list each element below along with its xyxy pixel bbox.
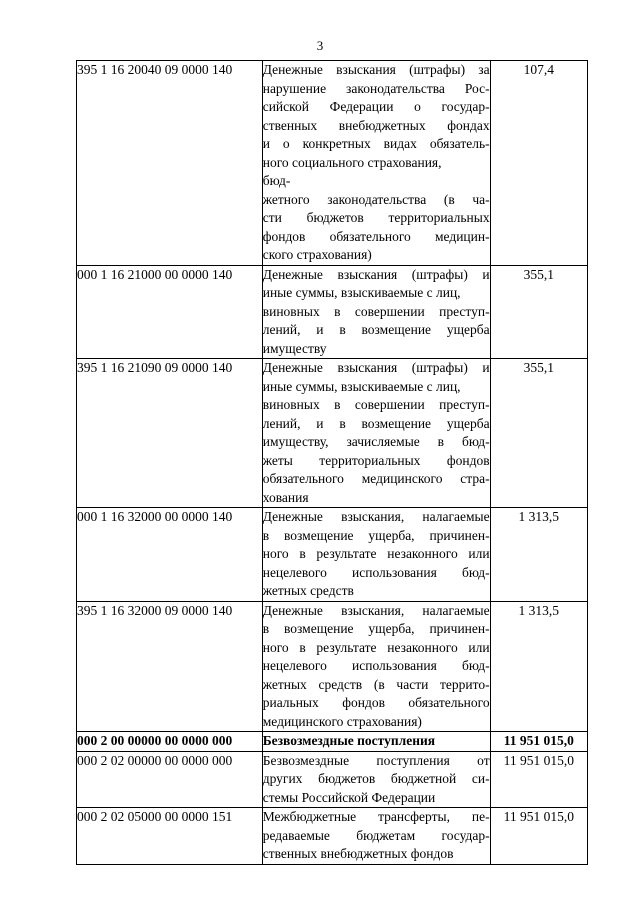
amount-cell: 107,4: [490, 61, 587, 266]
budget-code-cell: 395 1 16 20040 09 0000 140: [77, 61, 263, 266]
description-line: стемы Российской Федерации: [262, 789, 436, 805]
description-line: редаваемые бюджетам государ-: [262, 827, 490, 843]
description-line: иные суммы, взыскиваемые с лиц,: [262, 285, 461, 300]
budget-table-body: [77, 61, 588, 865]
budget-code-cell: 000 2 02 05000 00 0000 151: [77, 808, 263, 865]
description-line: лений, и в возмещение ущерба: [262, 322, 490, 337]
budget-code-cell: 000 2 02 00000 00 0000 000: [77, 751, 263, 808]
description-line: ственных внебюджетных фондах: [262, 117, 490, 133]
description-line: жетных средств: [262, 583, 354, 598]
description-line: в возмещение ущерба, причинен-: [262, 527, 490, 543]
description-line: нецелевого использования бюд-: [262, 564, 490, 580]
description-line: других бюджетов бюджетной си-: [262, 771, 490, 786]
description-line: виновных в совершении преступ-: [262, 303, 490, 319]
description-cell: [262, 808, 490, 865]
amount-cell: 355,1: [490, 359, 587, 508]
description-line: Межбюджетные трансферты, пе-: [262, 809, 490, 824]
amount-cell: 11 951 015,0: [490, 732, 587, 752]
description-line: медицинского страхования): [262, 713, 422, 729]
description-line: имуществу, зачисляемые в бюд-: [262, 434, 490, 449]
description-line: сти бюджетов территориальных: [262, 210, 490, 225]
budget-code-cell: 000 2 00 00000 00 0000 000: [77, 732, 263, 752]
description-line: обязательного медицинского стра-: [262, 471, 490, 486]
budget-code-cell: 395 1 16 21090 09 0000 140: [77, 359, 263, 508]
description-line: лений, и в возмещение ущерба: [262, 415, 490, 431]
description-line: нецелевого использования бюд-: [262, 658, 490, 673]
description-line: ного в результате незаконного или: [262, 546, 490, 561]
description-cell: [262, 732, 490, 752]
description-cell: [262, 601, 490, 732]
description-line: в возмещение ущерба, причинен-: [262, 621, 490, 636]
table-row: [77, 808, 588, 865]
description-line: Денежные взыскания (штрафы) за: [262, 62, 490, 77]
description-line: риальных фондов обязательного: [262, 695, 490, 710]
description-line: нарушение законодательства Рос-: [262, 80, 490, 96]
description-line: жетного законодательства (в ча-: [262, 191, 490, 207]
description-line: жетных средств (в части террито-: [262, 676, 490, 692]
table-row: [77, 732, 588, 752]
description-line: бюд-: [262, 173, 291, 188]
description-line: Безвозмездные поступления от: [262, 752, 490, 768]
description-cell: [262, 751, 490, 808]
description-line: и о конкретных видах обязатель-: [262, 136, 490, 151]
page-number: 3: [316, 38, 324, 53]
table-row: [77, 601, 588, 732]
description-line: сийской Федерации о государ-: [262, 99, 490, 114]
table-row: [77, 359, 588, 508]
budget-code-cell: 000 1 16 21000 00 0000 140: [77, 265, 263, 359]
budget-code-cell: 000 1 16 32000 00 0000 140: [77, 508, 263, 602]
description-line: Денежные взыскания (штрафы) и: [262, 360, 490, 375]
description-line: Денежные взыскания (штрафы) и: [262, 266, 490, 282]
description-line: Денежные взыскания, налагаемые: [262, 509, 490, 524]
amount-cell: 1 313,5: [490, 601, 587, 732]
description-cell: [262, 265, 490, 359]
description-line: иные суммы, взыскиваемые с лиц,: [262, 378, 461, 394]
budget-table: [76, 60, 588, 865]
description-line: хования: [262, 489, 309, 505]
amount-cell: 11 951 015,0: [490, 808, 587, 865]
description-cell: [262, 61, 490, 266]
table-row: [77, 265, 588, 359]
description-line: фондов обязательного медицин-: [262, 228, 490, 244]
description-cell: [262, 508, 490, 602]
amount-cell: 355,1: [490, 265, 587, 359]
description-cell: [262, 359, 490, 508]
description-line: ственных внебюджетных фондов: [262, 846, 454, 861]
table-row: [77, 751, 588, 808]
description-line: виновных в совершении преступ-: [262, 397, 490, 412]
budget-code-cell: 395 1 16 32000 09 0000 140: [77, 601, 263, 732]
description-line: ного в результате незаконного или: [262, 639, 490, 655]
table-row: [77, 61, 588, 266]
table-row: [77, 508, 588, 602]
description-line: жеты территориальных фондов: [262, 452, 490, 468]
amount-cell: 1 313,5: [490, 508, 587, 602]
description-line: Безвозмездные поступления: [262, 733, 436, 748]
description-line: Денежные взыскания, налагаемые: [262, 602, 490, 618]
description-line: ского страхования): [262, 247, 372, 262]
description-line: ного социального страхования,: [262, 154, 442, 170]
amount-cell: 11 951 015,0: [490, 751, 587, 808]
description-line: имуществу: [262, 340, 327, 356]
